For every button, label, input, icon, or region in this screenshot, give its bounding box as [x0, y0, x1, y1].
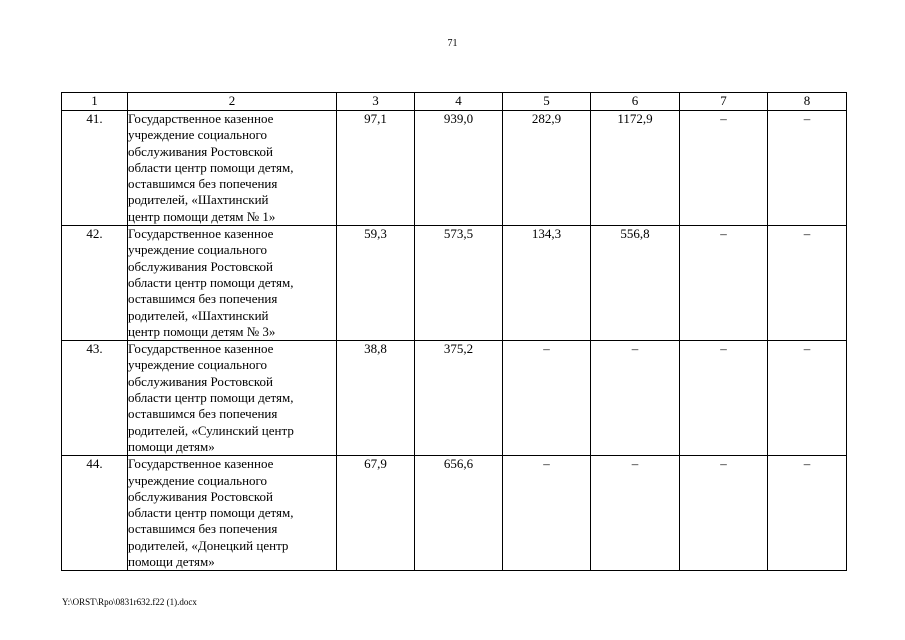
table-row	[62, 456, 847, 571]
value-cell-col5: 282,9	[503, 111, 591, 226]
value-cell-col6: 1172,9	[591, 111, 680, 226]
institution-name-line: учреждение социального	[128, 472, 268, 488]
institution-name-line: обслуживания Ростовской	[128, 143, 273, 159]
column-header: 6	[591, 93, 680, 111]
value-cell-col7: –	[680, 226, 768, 341]
institution-name-line: области центр помощи детям,	[128, 274, 294, 290]
value-cell-col7: –	[680, 456, 768, 571]
institution-name-line: обслуживания Ростовской	[128, 488, 273, 504]
page-number: 71	[447, 38, 458, 49]
institution-name-line: центр помощи детям № 1»	[128, 208, 276, 224]
value-cell-col3: 67,9	[337, 456, 415, 571]
institution-name-line: учреждение социального	[128, 127, 268, 143]
row-number-cell: 44.	[62, 456, 128, 571]
data-table	[61, 92, 847, 571]
table-row	[62, 341, 847, 456]
institution-name-line: оставшимся без попечения	[128, 521, 278, 537]
value-cell-col8: –	[768, 226, 847, 341]
institution-name-line: Государственное казенное	[128, 456, 274, 472]
column-header: 7	[680, 93, 768, 111]
column-header: 4	[415, 93, 503, 111]
institution-name-line: Государственное казенное	[128, 341, 274, 357]
institution-name-line: оставшимся без попечения	[128, 406, 278, 422]
institution-name-cell	[128, 456, 337, 571]
column-header: 5	[503, 93, 591, 111]
institution-name-line: обслуживания Ростовской	[128, 373, 273, 389]
table-row	[62, 111, 847, 226]
row-number-cell: 42.	[62, 226, 128, 341]
institution-name-line: родителей, «Донецкий центр	[128, 537, 289, 553]
institution-name-line: родителей, «Шахтинский	[128, 307, 269, 323]
institution-name-cell	[128, 226, 337, 341]
institution-name-cell	[128, 111, 337, 226]
institution-name-line: помощи детям»	[128, 554, 215, 570]
value-cell-col5: –	[503, 341, 591, 456]
value-cell-col5: –	[503, 456, 591, 571]
institution-name-line: учреждение социального	[128, 357, 268, 373]
institution-name-line: оставшимся без попечения	[128, 291, 278, 307]
value-cell-col3: 38,8	[337, 341, 415, 456]
column-header: 8	[768, 93, 847, 111]
value-cell-col8: –	[768, 456, 847, 571]
column-header: 1	[62, 93, 128, 111]
institution-name-line: центр помощи детям № 3»	[128, 323, 276, 339]
value-cell-col5: 134,3	[503, 226, 591, 341]
value-cell-col4: 656,6	[415, 456, 503, 571]
column-header: 3	[337, 93, 415, 111]
value-cell-col7: –	[680, 341, 768, 456]
institution-name-line: Государственное казенное	[128, 226, 274, 242]
institution-name-line: родителей, «Шахтинский	[128, 192, 269, 208]
value-cell-col8: –	[768, 111, 847, 226]
institution-name-cell	[128, 341, 337, 456]
institution-name-line: обслуживания Ростовской	[128, 258, 273, 274]
value-cell-col6: 556,8	[591, 226, 680, 341]
institution-name-line: родителей, «Сулинский центр	[128, 422, 294, 438]
institution-name-line: области центр помощи детям,	[128, 390, 294, 406]
institution-name-line: учреждение социального	[128, 242, 268, 258]
value-cell-col7: –	[680, 111, 768, 226]
value-cell-col6: –	[591, 456, 680, 571]
table-header-row	[62, 93, 847, 111]
table-row	[62, 226, 847, 341]
row-number-cell: 43.	[62, 341, 128, 456]
value-cell-col4: 939,0	[415, 111, 503, 226]
value-cell-col4: 573,5	[415, 226, 503, 341]
column-header: 2	[128, 93, 337, 111]
row-number-cell: 41.	[62, 111, 128, 226]
institution-name-line: Государственное казенное	[128, 111, 274, 126]
value-cell-col6: –	[591, 341, 680, 456]
institution-name-line: области центр помощи детям,	[128, 159, 294, 175]
value-cell-col3: 97,1	[337, 111, 415, 226]
institution-name-line: области центр помощи детям,	[128, 505, 294, 521]
value-cell-col4: 375,2	[415, 341, 503, 456]
value-cell-col8: –	[768, 341, 847, 456]
document-file-path: Y:\ORST\Rpo\0831r632.f22 (1).docx	[62, 597, 197, 607]
institution-name-line: оставшимся без попечения	[128, 176, 278, 192]
institution-name-line: помощи детям»	[128, 438, 215, 454]
value-cell-col3: 59,3	[337, 226, 415, 341]
